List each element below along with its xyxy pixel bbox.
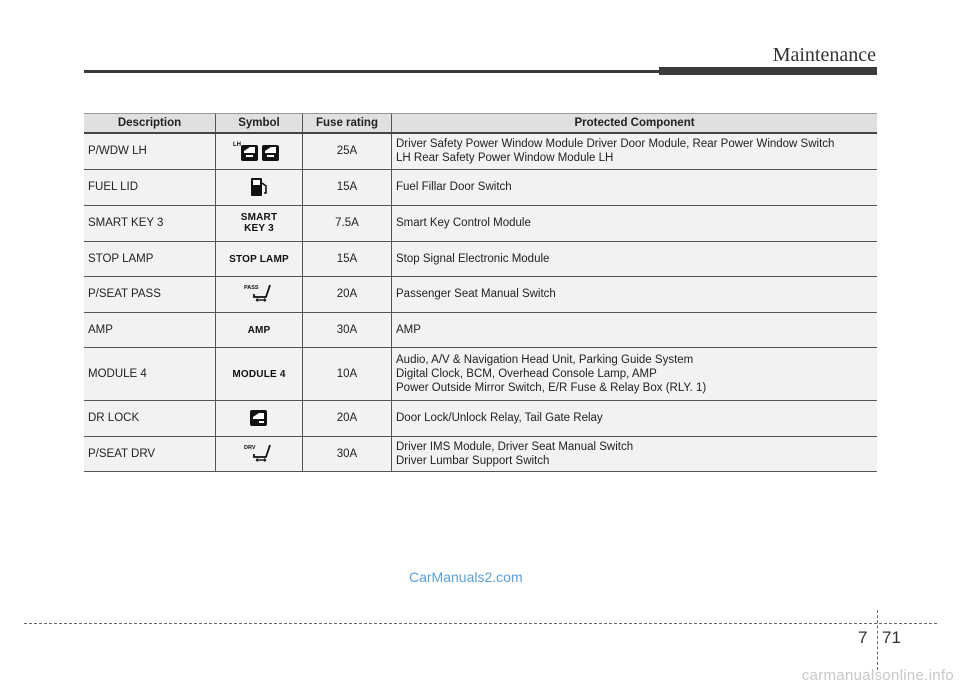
chapter-number: 7 bbox=[858, 628, 868, 647]
table-row bbox=[84, 169, 877, 205]
component-cell bbox=[392, 169, 878, 205]
header-rule bbox=[84, 70, 659, 73]
component-line: Driver Safety Power Window Module Driver Door Module, Rear Power Window Switch bbox=[396, 138, 835, 151]
symbol-cell bbox=[216, 436, 303, 471]
footer-dashed-rule bbox=[24, 623, 937, 624]
symbol-text: STOP LAMP bbox=[229, 253, 289, 265]
component-line: Stop Signal Electronic Module bbox=[396, 252, 550, 265]
symbol-cell bbox=[216, 312, 303, 347]
page-number: 71 bbox=[882, 628, 901, 647]
fuse-table bbox=[84, 113, 877, 472]
fuse-rating-cell: 7.5A bbox=[303, 205, 392, 241]
header-rule-accent bbox=[659, 67, 877, 75]
symbol-label: DRV bbox=[244, 444, 256, 451]
component-cell bbox=[392, 347, 878, 400]
component-line: Driver IMS Module, Driver Seat Manual Switch bbox=[396, 440, 634, 453]
description-cell: STOP LAMP bbox=[84, 241, 216, 276]
table-row bbox=[84, 276, 877, 312]
symbol-text-line: SMART bbox=[240, 211, 278, 223]
section-title: Maintenance bbox=[772, 44, 876, 66]
fuse-rating-cell: 25A bbox=[303, 133, 392, 169]
component-line: Audio, A/V & Navigation Head Unit, Parking Guide System bbox=[396, 353, 694, 366]
description-cell: SMART KEY 3 bbox=[84, 205, 216, 241]
description-cell: P/WDW LH bbox=[84, 133, 216, 169]
fuse-rating-cell: 20A bbox=[303, 276, 392, 312]
power-seat-drv-icon bbox=[244, 443, 274, 465]
site-watermark: carmanualsonline.info bbox=[801, 667, 954, 684]
fuel-lid-icon bbox=[250, 177, 268, 197]
fuse-rating-cell: 30A bbox=[303, 436, 392, 471]
column-header-symbol: Symbol bbox=[216, 114, 303, 134]
fuse-rating-cell: 10A bbox=[303, 347, 392, 400]
symbol-cell bbox=[216, 133, 303, 169]
symbol-text bbox=[241, 212, 278, 234]
component-line: AMP bbox=[396, 323, 421, 336]
component-cell bbox=[392, 133, 878, 169]
component-line: Power Outside Mirror Switch, E/R Fuse & Relay Box (RLY. 1) bbox=[396, 381, 707, 394]
symbol-text: AMP bbox=[247, 324, 271, 336]
power-seat-pass-icon bbox=[244, 283, 274, 305]
table-row bbox=[84, 400, 877, 436]
component-line: Digital Clock, BCM, Overhead Console Lamp, AMP bbox=[396, 367, 657, 380]
symbol-text: MODULE 4 bbox=[232, 368, 286, 380]
component-cell bbox=[392, 241, 878, 276]
component-line: Fuel Fillar Door Switch bbox=[396, 181, 512, 193]
footer-dashed-divider bbox=[877, 610, 878, 670]
description-cell: FUEL LID bbox=[84, 169, 216, 205]
table-row bbox=[84, 436, 877, 471]
component-line: Door Lock/Unlock Relay, Tail Gate Relay bbox=[396, 412, 603, 424]
description-cell: P/SEAT DRV bbox=[84, 436, 216, 471]
fuse-rating-cell: 15A bbox=[303, 169, 392, 205]
symbol-text-line: KEY 3 bbox=[244, 222, 274, 234]
table-row bbox=[84, 241, 877, 276]
description-cell: MODULE 4 bbox=[84, 347, 216, 400]
fuse-rating-cell: 20A bbox=[303, 400, 392, 436]
table-row bbox=[84, 133, 877, 169]
component-cell bbox=[392, 276, 878, 312]
column-header-fuse-rating: Fuse rating bbox=[303, 114, 392, 134]
table-row bbox=[84, 347, 877, 400]
column-header-description: Description bbox=[84, 114, 216, 134]
description-cell: DR LOCK bbox=[84, 400, 216, 436]
symbol-label: PASS bbox=[244, 285, 259, 291]
symbol-cell bbox=[216, 205, 303, 241]
symbol-label: LH bbox=[233, 142, 241, 149]
table-row bbox=[84, 312, 877, 347]
symbol-cell bbox=[216, 347, 303, 400]
door-lock-icon bbox=[249, 408, 269, 428]
component-line: LH Rear Safety Power Window Module LH bbox=[396, 152, 614, 165]
watermark-link[interactable]: CarManuals2.com bbox=[409, 569, 523, 585]
component-cell bbox=[392, 436, 878, 471]
symbol-cell bbox=[216, 169, 303, 205]
table-header-row bbox=[84, 114, 877, 134]
description-cell: AMP bbox=[84, 312, 216, 347]
component-line: Smart Key Control Module bbox=[396, 217, 531, 229]
component-cell bbox=[392, 400, 878, 436]
fuse-rating-cell: 15A bbox=[303, 241, 392, 276]
symbol-cell bbox=[216, 241, 303, 276]
column-header-protected-component: Protected Component bbox=[392, 114, 878, 134]
description-cell: P/SEAT PASS bbox=[84, 276, 216, 312]
table-row bbox=[84, 205, 877, 241]
symbol-cell bbox=[216, 400, 303, 436]
fuse-rating-cell: 30A bbox=[303, 312, 392, 347]
component-cell bbox=[392, 205, 878, 241]
component-line: Passenger Seat Manual Switch bbox=[396, 288, 556, 300]
symbol-cell bbox=[216, 276, 303, 312]
power-window-lh-icon bbox=[233, 139, 285, 163]
component-cell bbox=[392, 312, 878, 347]
component-line: Driver Lumbar Support Switch bbox=[396, 454, 550, 467]
